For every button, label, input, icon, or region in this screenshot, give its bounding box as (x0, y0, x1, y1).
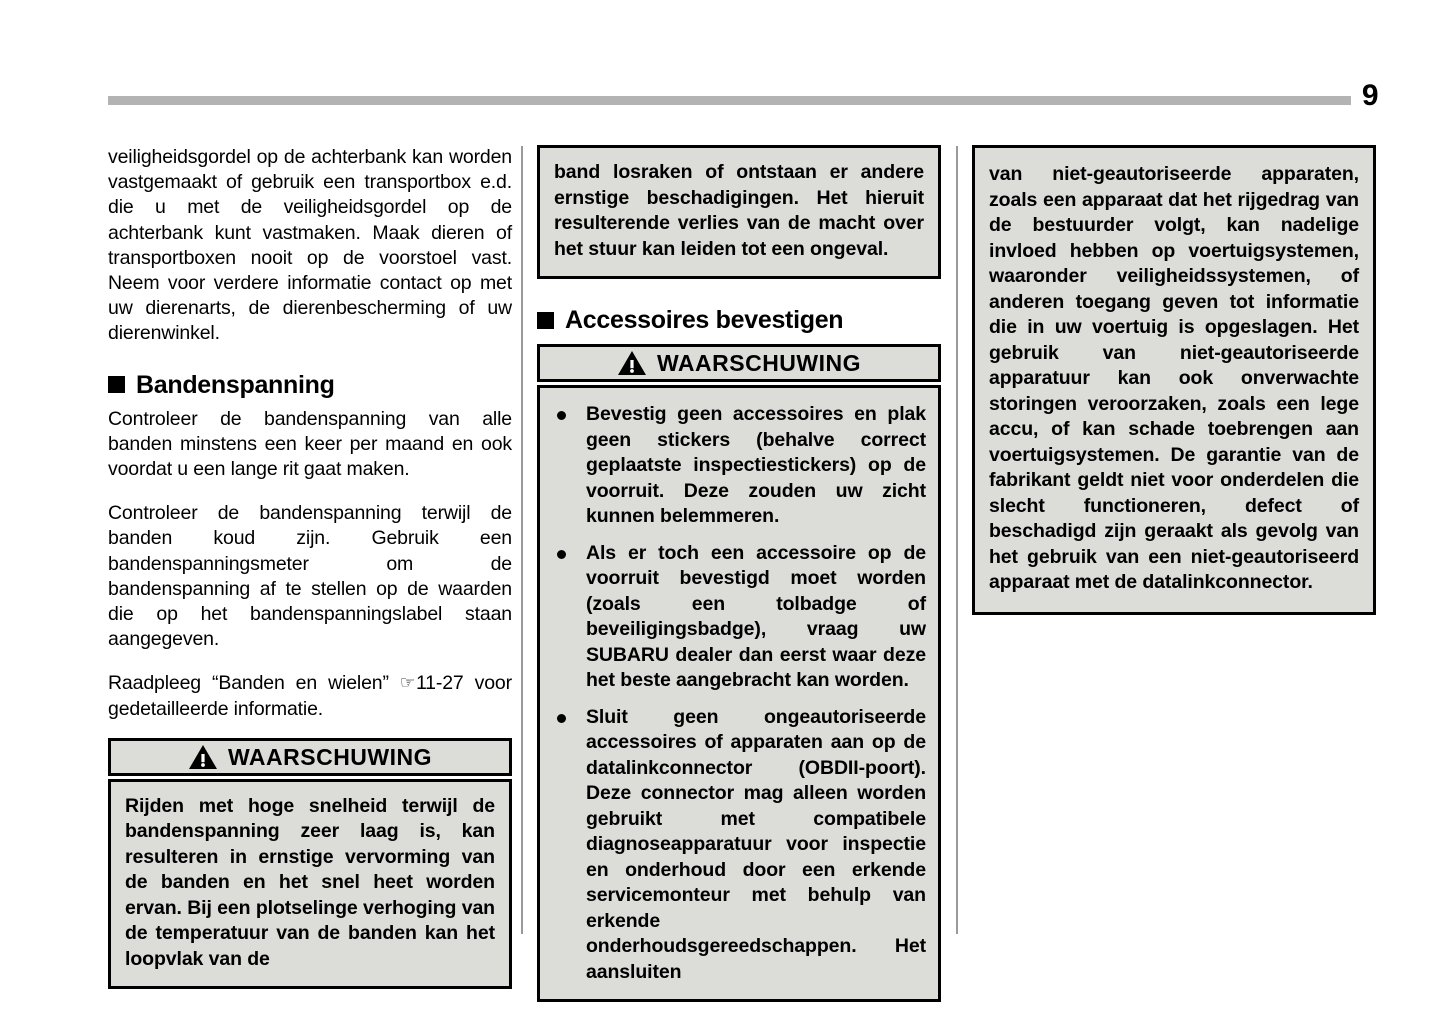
bullet-icon (557, 411, 566, 420)
list-item (550, 402, 926, 530)
warning-box-continued (537, 145, 941, 279)
page-number: 9 (1361, 79, 1378, 112)
warning-continued-text: van niet-geautoriseerde apparaten, zoals een apparaat dat het rijgedrag van de bestuurder volgt, kan nadelige invloed hebben op voertuigsystemen, waaronder veiligheidssystemen, of anderen toegang geven tot informatie die in uw voertuig is opgeslagen. Het gebruik van niet-geautoriseerde apparatuur kan ook onverwachte storingen veroorzaken, zoals een lege accu, of kan schade toebrengen aan voertuigsystemen. De garantie van de fabrikant geldt niet voor onderdelen die slecht functioneren, defect of beschadigd zijn geraakt als gevolg van het gebruik van een niet-geautoriseerd apparaat met de datalinkconnector. (989, 163, 1359, 593)
left-column (108, 145, 512, 989)
bullet-icon (557, 714, 566, 723)
warning-triangle-icon (188, 744, 218, 770)
list-item-text: Bevestig geen accessoires en plak geen stickers (behalve correct geplaatste inspectiestickers) op de voorruit. Deze zouden uw zicht kunnen belemmeren. (586, 403, 926, 527)
warning-title: WAARSCHUWING (656, 350, 862, 376)
column-divider-2 (956, 146, 958, 934)
cross-reference-tail: voor gedetailleerde informatie. (108, 672, 512, 720)
continued-paragraph: veiligheidsgordel op de achterbank kan worden vastgemaakt of gebruik een transportbox e.d. die u met de veiligheidsgordel op de achterbank kunt vastmaken. Maak dieren of transportboxen nooit op de voorstoel vast. Neem voor verdere informatie contact op met uw dierenarts, de dierenbescherming of uw dierenwinkel. (108, 146, 512, 345)
warning-header (537, 344, 941, 382)
bullet-icon (557, 550, 566, 559)
section-heading-accessoires (537, 306, 941, 334)
warning-header (108, 738, 512, 776)
warning-box-continued (972, 145, 1376, 615)
list-item (550, 541, 926, 694)
middle-column (537, 145, 941, 1002)
list-item-text: Als er toch een accessoire op de voorruit bevestigd moet worden (zoals een tolbadge of beveiligingsbadge), vraag uw SUBARU dealer dan eerst waar deze het beste aangebracht kan worden. (586, 541, 926, 691)
warning-continued-text: band losraken of ontstaan er andere ernstige beschadigingen. Het hieruit resulterende verlies van de macht over het stuur kan leiden tot een ongeval. (554, 161, 924, 260)
black-square-icon (537, 312, 554, 329)
warning-body (108, 779, 512, 990)
page-header (108, 79, 1378, 120)
section-heading-label: Bandenspanning (136, 370, 335, 399)
paragraph: Controleer de bandenspanning van alle banden minstens een keer per maand en ook voordat u een lange rit gaat maken. (108, 407, 512, 481)
warning-box-tire-pressure (108, 738, 512, 990)
column-divider-1 (521, 146, 523, 934)
warning-body (537, 385, 941, 1002)
pointing-hand-icon: ☞ (399, 673, 415, 694)
warning-triangle-icon (617, 350, 647, 376)
cross-reference-text: Raadpleeg “Banden en wielen” (108, 672, 389, 695)
section-heading-bandenspanning (108, 371, 512, 399)
paragraph: Controleer de bandenspanning terwijl de banden koud zijn. Gebruik een bandenspanningsmeter om de bandenspanning af te stellen op de waarden die op het bandenspanningslabel staan aangegeven. (108, 502, 512, 651)
list-item (550, 705, 926, 986)
warning-bullet-list (550, 402, 926, 985)
right-column (972, 145, 1376, 615)
warning-text: Rijden met hoge snelheid terwijl de bandenspanning zeer laag is, kan resulteren in ernstige vervorming van de banden en het snel heet worden ervan. Bij een plotselinge verhoging van de temperatuur van de banden kan het loopvlak van de (125, 794, 495, 970)
warning-box-accessories (537, 344, 941, 1002)
list-item-text: Sluit geen ongeautoriseerde accessoires of apparaten aan op de datalinkconnector (OBDII-poort). Deze connector mag alleen worden gebruikt met compatibele diagnoseapparatuur voor inspectie en onderhoud door een erkende servicemonteur met behulp van erkende onderhoudsgereedschappen. Het aansluiten (586, 705, 926, 983)
header-rule (108, 96, 1351, 105)
black-square-icon (108, 376, 125, 393)
warning-title: WAARSCHUWING (227, 743, 433, 770)
section-heading-label: Accessoires bevestigen (565, 306, 844, 334)
cross-reference-page: 11-27 (415, 672, 464, 695)
cross-reference (108, 671, 512, 721)
